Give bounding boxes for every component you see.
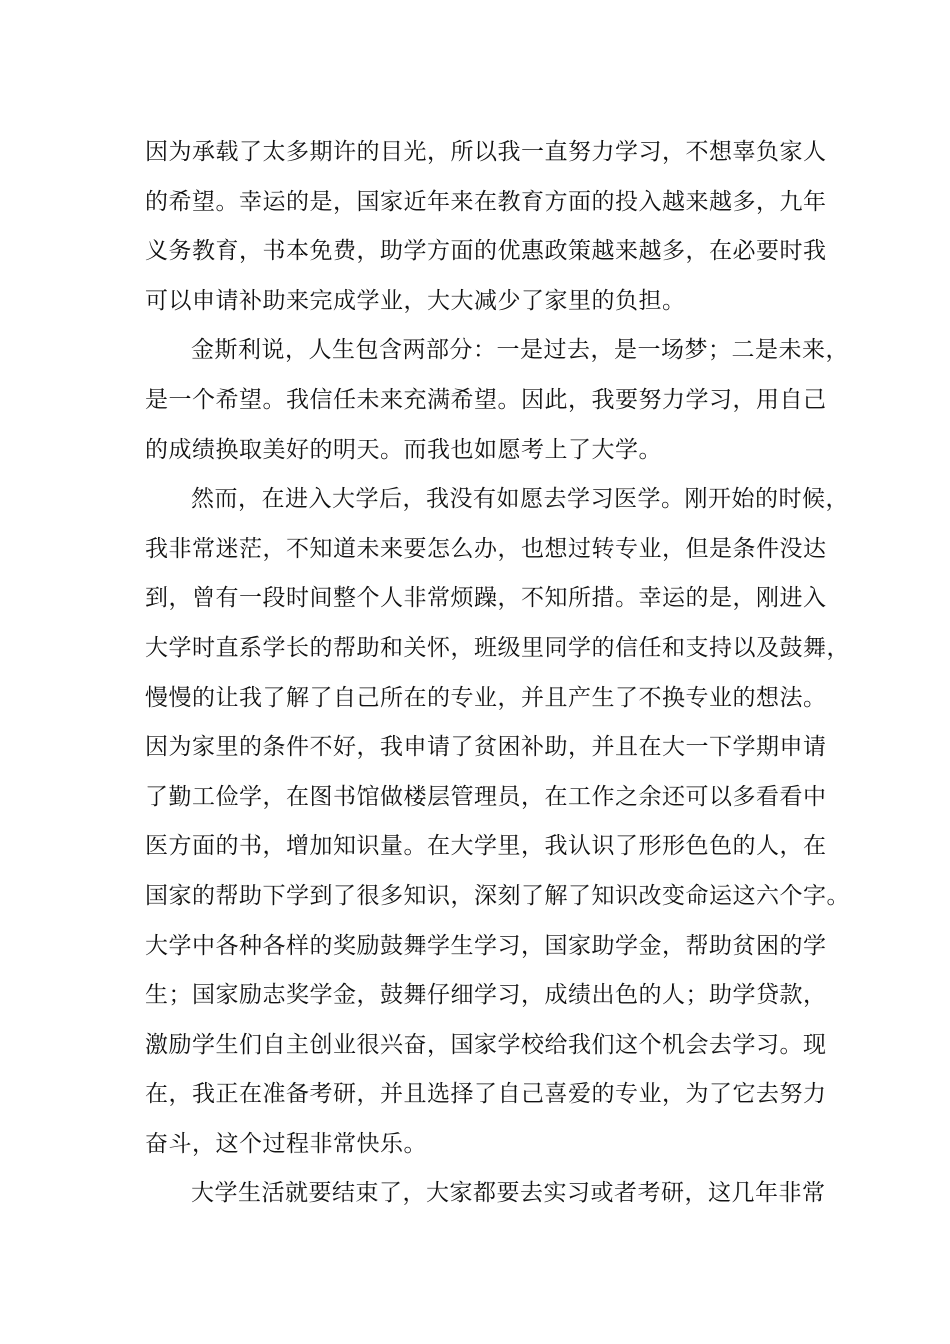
text-line: 是一个希望。我信任未来充满希望。因此，我要努力学习，用自己	[145, 386, 827, 413]
body-text	[145, 128, 850, 1219]
text-line: 我非常迷茫，不知道未来要怎么办，也想过转专业，但是条件没达	[145, 535, 827, 562]
paragraph-first-line: 金斯利说，人生包含两部分：一是过去，是一场梦；二是未来，	[191, 337, 849, 364]
text-line: 生；国家励志奖学金，鼓舞仔细学习，成绩出色的人；助学贷款，	[145, 982, 827, 1009]
text-line: 奋斗，这个过程非常快乐。	[145, 1130, 427, 1157]
paragraph-first-line: 然而，在进入大学后，我没有如愿去学习医学。刚开始的时候，	[191, 486, 849, 513]
text-line: 义务教育，书本免费，助学方面的优惠政策越来越多，在必要时我	[145, 238, 827, 265]
text-line: 的成绩换取美好的明天。而我也如愿考上了大学。	[145, 436, 662, 463]
text-line: 慢慢的让我了解了自己所在的专业，并且产生了不换专业的想法。	[145, 684, 827, 711]
text-line: 医方面的书，增加知识量。在大学里，我认识了形形色色的人，在	[145, 833, 827, 860]
text-line: 大学中各种各样的奖励鼓舞学生学习，国家助学金，帮助贫困的学	[145, 932, 827, 959]
text-line: 可以申请补助来完成学业，大大减少了家里的负担。	[145, 287, 686, 314]
text-line: 国家的帮助下学到了很多知识，深刻了解了知识改变命运这六个字。	[145, 882, 850, 909]
text-line: 的希望。幸运的是，国家近年来在教育方面的投入越来越多，九年	[145, 188, 827, 215]
text-line: 因为家里的条件不好，我申请了贫困补助，并且在大一下学期申请	[145, 734, 827, 761]
paragraph-first-line: 大学生活就要结束了，大家都要去实习或者考研，这几年非常	[191, 1180, 826, 1207]
text-line: 激励学生们自主创业很兴奋，国家学校给我们这个机会去学习。现	[145, 1031, 827, 1058]
text-line: 因为承载了太多期许的目光，所以我一直努力学习，不想辜负家人	[145, 139, 827, 165]
text-line: 大学时直系学长的帮助和关怀，班级里同学的信任和支持以及鼓舞，	[145, 634, 850, 661]
text-line: 了勤工俭学，在图书馆做楼层管理员，在工作之余还可以多看看中	[145, 783, 827, 810]
text-line: 在，我正在准备考研，并且选择了自己喜爱的专业，为了它去努力	[145, 1081, 827, 1108]
text-line: 到，曾有一段时间整个人非常烦躁，不知所措。幸运的是，刚进入	[145, 585, 827, 612]
